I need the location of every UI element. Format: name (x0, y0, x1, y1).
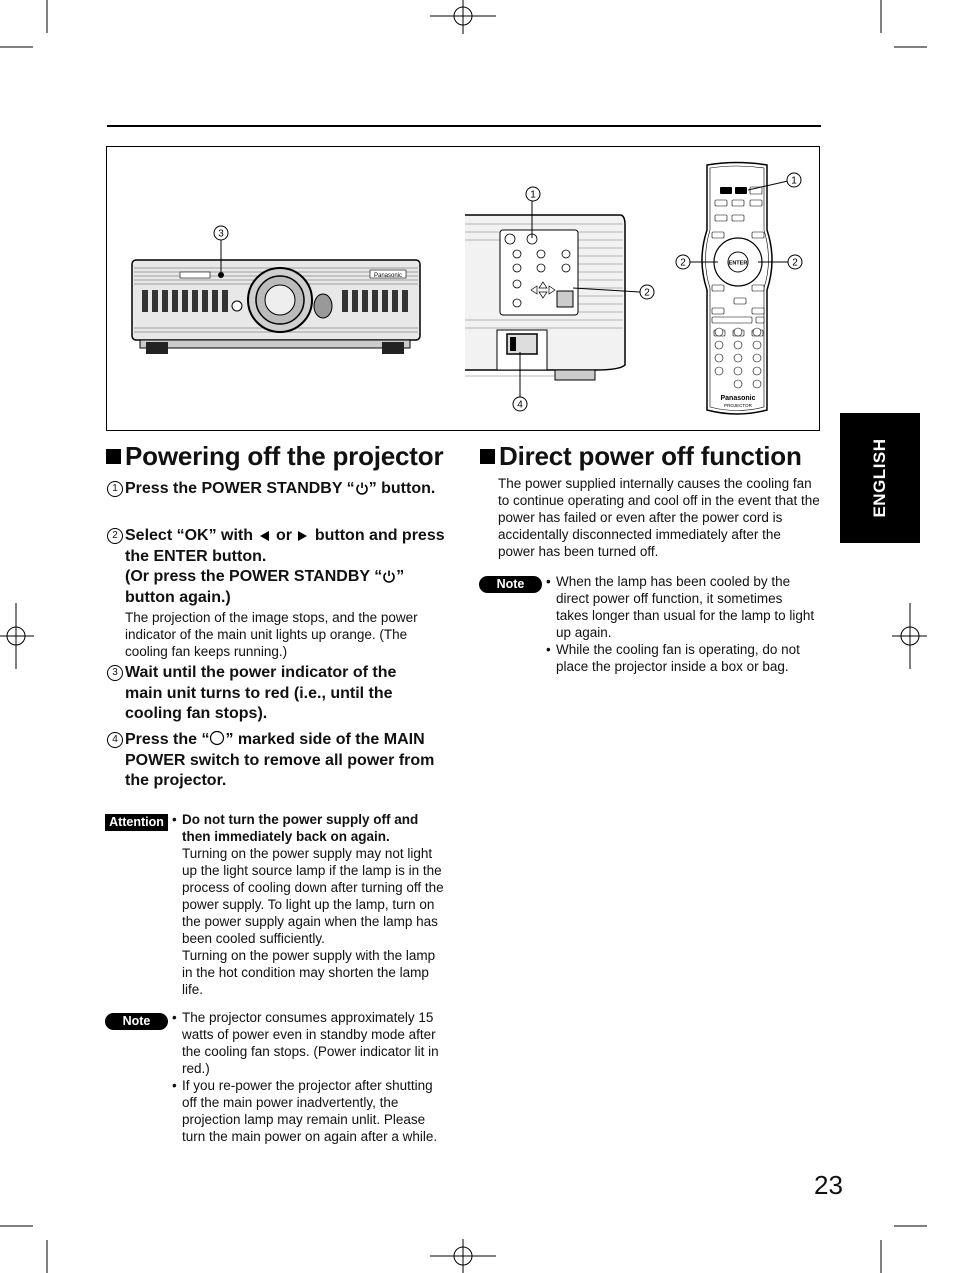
step-4-text-b: ” marked side of the MAIN POWER switch to remove all power from the projector. (125, 731, 435, 789)
step-2-text-b: button and press the ENTER button. (125, 527, 445, 565)
step-4 (112, 730, 450, 792)
remote-control-illustration (672, 160, 810, 422)
power-icon (355, 481, 369, 495)
note-badge-left: Note (105, 1013, 168, 1030)
step-2-or: or (275, 527, 292, 544)
power-icon (382, 569, 396, 583)
step-4-text-a: Press the “ (125, 731, 210, 748)
callout-1-remote: 1 (791, 175, 797, 187)
step-1 (112, 479, 445, 500)
attention-text-2: Turning on the power supply with the lamp in the hot condition may shorten the lamp life. (182, 948, 436, 997)
right-arrow-icon (296, 530, 310, 542)
language-tab-label: ENGLISH (870, 438, 889, 518)
note-badge-right: Note (479, 576, 542, 593)
right-heading-text: Direct power off function (499, 441, 802, 471)
note-list-right (546, 573, 816, 675)
remote-sub-label: PROJECTOR (724, 403, 752, 408)
step-2-text-d: ” button again.) (125, 568, 405, 606)
remote-brand: Panasonic (720, 395, 756, 402)
step-number: 1 (107, 481, 123, 497)
callout-3: 3 (218, 228, 224, 240)
note-item: • While the cooling fan is operating, do not place the projector inside a box or bag. (546, 641, 816, 675)
projector-side-illustration (465, 180, 665, 415)
attention-block (172, 811, 448, 998)
attention-bold-text: Do not turn the power supply off and then immediately back on again. (182, 812, 419, 844)
left-heading-text: Powering off the projector (125, 441, 444, 471)
page-number: 23 (814, 1170, 843, 1200)
left-heading (106, 441, 443, 472)
callout-2-side: 2 (644, 287, 650, 299)
attention-badge: Attention (105, 814, 168, 831)
left-arrow-icon (257, 530, 271, 542)
remote-enter-label: ENTER (728, 260, 748, 267)
callout-2-remote-left: 2 (680, 257, 686, 269)
callout-1-side: 1 (530, 189, 536, 201)
step-number: 3 (107, 665, 123, 681)
note-item: • When the lamp has been cooled by the direct power off function, it sometimes takes longer than usual for the lamp to light up again. (546, 573, 816, 641)
main-unit-brand: Panasonic (373, 273, 403, 279)
note-item: • If you re-power the projector after shutting off the main power inadvertently, the projection lamp may remain unlit. Please turn the main power on again after a while. (172, 1077, 448, 1145)
step-3-text: Wait until the power indicator of the main unit turns to red (i.e., until the cooling fan stops). (125, 664, 397, 722)
step-1-text-b: ” button. (368, 480, 436, 497)
projector-front-illustration (120, 222, 430, 362)
step-number: 2 (107, 528, 123, 544)
step-1-text-a: Press the POWER STANDBY “ (125, 480, 355, 497)
step-2-text-a: Select “OK” with (125, 527, 254, 544)
heading-square-icon (106, 449, 121, 464)
language-tab (840, 413, 920, 543)
note-list-left (172, 1009, 448, 1145)
attention-text-1: Turning on the power supply may not light up the light source lamp if the lamp is in the process of cooling down after turning off the power supply. To light up the lamp, turn on the power supply again when the lamp has been cooled sufficiently. (182, 846, 444, 946)
step-2 (112, 526, 445, 608)
circle-icon (209, 730, 225, 746)
step-2-text-c: (Or press the POWER STANDBY “ (125, 568, 383, 585)
attention-item (172, 811, 448, 998)
step-2-body: The projection of the image stops, and the power indicator of the main unit lights up orange. (The cooling fan keeps running.) (125, 610, 418, 659)
header-rule (107, 125, 821, 127)
step-3 (112, 663, 435, 725)
right-heading (480, 441, 802, 472)
heading-square-icon (480, 449, 495, 464)
step-number: 4 (107, 732, 123, 748)
right-body: The power supplied internally causes the cooling fan to continue operating and cool off in the event that the power has failed or even after the power cord is accidentally disconnected immediately after the power has been turned off. (498, 476, 820, 559)
note-item: • The projector consumes approximately 15 watts of power even in standby mode after the cooling fan stops. (Power indicator lit in red.) (172, 1009, 448, 1077)
callout-2-remote-right: 2 (792, 257, 798, 269)
callout-4: 4 (517, 399, 523, 411)
